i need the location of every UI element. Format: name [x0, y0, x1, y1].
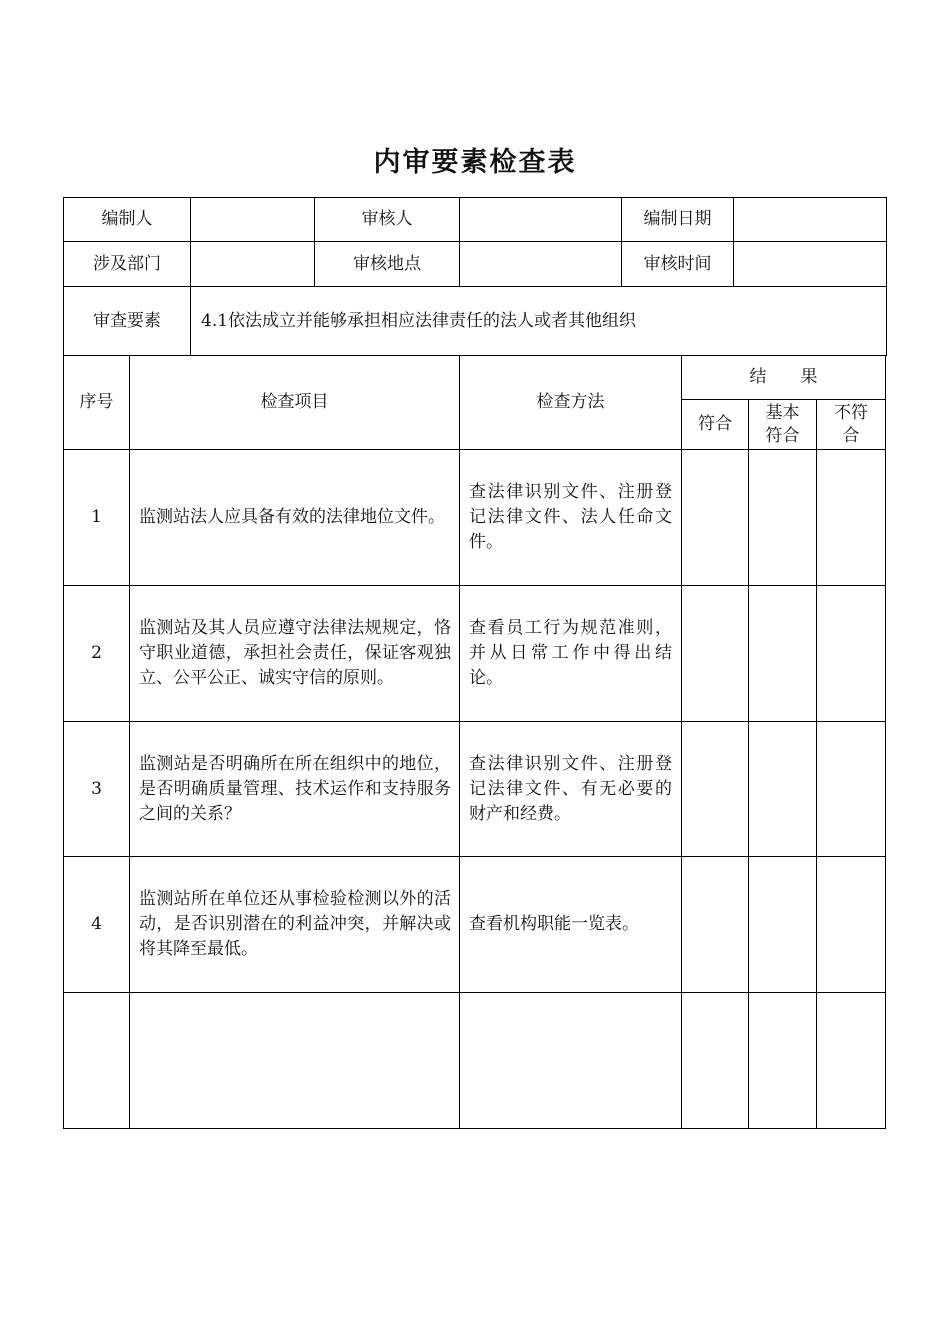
row-1-nonconform-cell[interactable]: [817, 450, 885, 585]
row-3-item: 监测站是否明确所在所在组织中的地位，是否明确质量管理、技术运作和支持服务之间的关系？: [139, 753, 451, 824]
row-4-no: 4: [91, 914, 102, 934]
element-label: 审查要素: [93, 310, 161, 331]
row-5-conform-cell[interactable]: [682, 993, 748, 1128]
row-2-method: 查看员工行为规范准则，并从日常工作中得出结论。: [469, 618, 672, 688]
col-header-item: 检查项目: [260, 392, 329, 412]
compile-date-field[interactable]: [734, 198, 886, 241]
col-header-conform: 符合: [698, 414, 732, 434]
reviewer-field[interactable]: [460, 198, 621, 241]
row-3-basic-conform-cell[interactable]: [749, 722, 816, 856]
row-1-no: 1: [91, 507, 102, 527]
element-value: 4.1依法成立并能够承担相应法律责任的法人或者其他组织: [201, 310, 637, 331]
row-2-no: 2: [91, 643, 102, 663]
review-time-label: 审核时间: [643, 253, 712, 274]
row-2-nonconform-cell[interactable]: [817, 586, 885, 721]
row-5-method[interactable]: [460, 993, 681, 1128]
row-1-item: 监测站法人应具备有效的法律地位文件。: [139, 507, 445, 527]
department-label: 涉及部门: [93, 253, 161, 274]
col-header-nonconform-line2: 合: [842, 425, 860, 446]
col-header-basic-line2: 符合: [765, 425, 800, 446]
row-3-no: 3: [91, 778, 102, 799]
review-time-field[interactable]: [734, 242, 886, 286]
col-header-nonconform: [817, 400, 885, 449]
col-header-no: 序号: [79, 392, 114, 412]
location-field[interactable]: [460, 242, 621, 286]
reviewer-label: 审核人: [361, 209, 413, 229]
col-header-method: 检查方法: [536, 392, 605, 412]
row-2-conform-cell[interactable]: [682, 586, 748, 721]
col-header-basic-line1: 基本: [765, 402, 800, 423]
row-4-method: 查看机构职能一览表。: [469, 914, 639, 934]
compiler-field[interactable]: [191, 198, 314, 241]
row-3-conform-cell[interactable]: [682, 722, 748, 856]
compile-date-label: 编制日期: [643, 209, 712, 229]
row-5-no[interactable]: [64, 993, 129, 1128]
row-1-method: 查法律识别文件、注册登记法律文件、法人任命文件。: [469, 482, 672, 552]
row-5-nonconform-cell[interactable]: [817, 993, 885, 1128]
department-field[interactable]: [191, 242, 314, 286]
row-1-conform-cell[interactable]: [682, 450, 748, 585]
col-header-basic-conform: [749, 400, 816, 449]
compiler-label: 编制人: [101, 209, 153, 229]
row-1-basic-conform-cell[interactable]: [749, 450, 816, 585]
row-4-nonconform-cell[interactable]: [817, 857, 885, 992]
row-2-basic-conform-cell[interactable]: [749, 586, 816, 721]
row-3-method: 查法律识别文件、注册登记法律文件、有无必要的财产和经费。: [469, 753, 672, 824]
row-4-item: 监测站所在单位还从事检验检测以外的活动，是否识别潜在的利益冲突，并解决或将其降至最低。: [139, 889, 451, 959]
row-4-conform-cell[interactable]: [682, 857, 748, 992]
col-header-nonconform-line1: 不符: [834, 402, 868, 423]
col-header-result: 结 果: [749, 367, 818, 387]
location-label: 审核地点: [353, 253, 421, 274]
row-5-item[interactable]: [130, 993, 459, 1128]
row-5-basic-conform-cell[interactable]: [749, 993, 816, 1128]
page-title: 内审要素检查表: [373, 147, 577, 178]
row-3-nonconform-cell[interactable]: [817, 722, 885, 856]
row-4-basic-conform-cell[interactable]: [749, 857, 816, 992]
row-2-item: 监测站及其人员应遵守法律法规规定，恪守职业道德，承担社会责任，保证客观独立、公平公正、诚实守信的原则。: [139, 618, 451, 688]
